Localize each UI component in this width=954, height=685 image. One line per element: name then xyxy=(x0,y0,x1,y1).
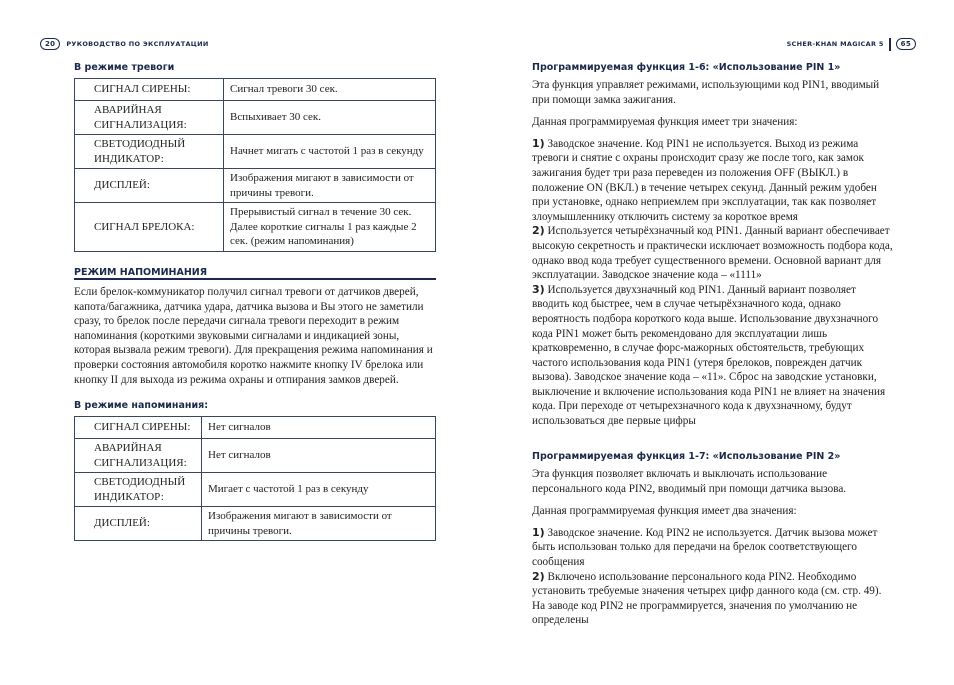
right-page-header xyxy=(787,37,916,51)
list-item xyxy=(532,570,896,628)
table-row xyxy=(75,473,436,507)
list-item xyxy=(532,283,896,429)
table-row xyxy=(75,203,436,252)
reminder-mode-table xyxy=(74,416,436,541)
list-item xyxy=(532,224,896,282)
table-value: Изображения мигают в зависимости от причины тревоги. xyxy=(202,507,436,541)
function-1-7-body xyxy=(532,467,896,628)
table-value: Прерывистый сигнал в течение 30 сек. Далее короткие сигналы 1 раз каждые 2 сек. (режим напоминания) xyxy=(224,203,436,252)
function-1-6-body xyxy=(532,78,896,429)
table-key: СИГНАЛ СИРЕНЫ: xyxy=(75,79,224,101)
item-text: Используется двухзначный код PIN1. Данный вариант позволяет вводить код быстрее, чем в случае четырёхзначного кода, однако вероятность подбора короткого кода выше. Использование двухзначного кода PIN1 может быть рекомендовано для эксплуатации лишь кратковременно, в случае форс-мажорных обстоятельств, требующих частого использования кода PIN1 (утеря брелоков, поврежден датчик вызова). Заводское значение кода – «11». Сброс на заводские установки, выключение и включение использования кода PIN1 не влияет на значения кода. При переходе от четырехзначного кода к двухзначному, будут использоваться две первые цифры xyxy=(532,283,886,428)
table-value: Нет сигналов xyxy=(202,439,436,473)
item-number: 2) xyxy=(532,224,545,238)
table-value: Вспыхивает 30 сек. xyxy=(224,101,436,135)
function-1-7-values: Данная программируемая функция имеет два значения: xyxy=(532,505,797,518)
right-page-number: 65 xyxy=(896,38,916,50)
table-row xyxy=(75,101,436,135)
table-row xyxy=(75,135,436,169)
function-1-7-intro: Эта функция позволяет включать и выключать использование персонального кода PIN2, вводимый при помощи датчика вызова. xyxy=(532,468,847,495)
table-value: Мигает с частотой 1 раз в секунду xyxy=(202,473,436,507)
table-key: СВЕТОДИОДНЫЙ ИНДИКАТОР: xyxy=(75,473,202,507)
table-row xyxy=(75,169,436,203)
reminder-text: Если брелок-коммуникатор получил сигнал тревоги от датчиков дверей, капота/багажника, датчика удара, датчика вызова и Вы этого не заметили сразу, то брелок после передачи сигнала тревоги переходит в режим напоминания (короткими звуковыми сигналами и индикацией зоны, которая вызвала режим тревоги). Для прекращения режима напоминания и проверки состояния автомобиля коротко нажмите кнопку IV брелока или кнопку II для выхода из режима охраны и отпирания замков дверей. xyxy=(74,286,433,386)
table-value: Изображения мигают в зависимости от причины тревоги. xyxy=(224,169,436,203)
item-text: Заводское значение. Код PIN1 не используется. Выход из режима тревоги и снятие с охраны происходит сразу же после того, как замок зажигания будет три раза переведен из положения OFF (ВЫКЛ.) в положение ON (ВКЛ.) в течение четырех секунд. Данный режим удобен при установке, однако неприемлем при эксплуатации, так как позволяет злоумышленнику отключить систему за короткое время xyxy=(532,137,877,223)
list-item xyxy=(532,526,896,570)
table-row xyxy=(75,417,436,439)
section-rule xyxy=(74,278,436,280)
list-item xyxy=(532,137,896,225)
table-row xyxy=(75,507,436,541)
table-key: АВАРИЙНАЯ СИГНАЛИЗАЦИЯ: xyxy=(75,101,224,135)
right-header-title: SCHER-KHAN MAGICAR 5 xyxy=(786,40,884,48)
item-number: 3) xyxy=(532,282,545,296)
reminder-description xyxy=(74,285,436,387)
left-page-number: 20 xyxy=(40,38,60,50)
function-1-6-intro: Эта функция управляет режимами, использующими код PIN1, вводимый при помощи замка зажигания. xyxy=(532,79,880,106)
item-number: 1) xyxy=(532,136,545,150)
table-key: СВЕТОДИОДНЫЙ ИНДИКАТОР: xyxy=(75,135,224,169)
table-key: СИГНАЛ БРЕЛОКА: xyxy=(75,203,224,252)
table-key: СИГНАЛ СИРЕНЫ: xyxy=(75,417,202,439)
left-page-header xyxy=(40,37,209,51)
reminder-section-heading: РЕЖИМ НАПОМИНАНИЯ xyxy=(74,267,208,278)
reminder-mode-heading: В режиме напоминания: xyxy=(74,400,208,411)
table-key: ДИСПЛЕЙ: xyxy=(75,169,224,203)
item-number: 1) xyxy=(532,525,545,539)
left-header-title: РУКОВОДСТВО ПО ЭКСПЛУАТАЦИИ xyxy=(66,40,209,48)
table-key: ДИСПЛЕЙ: xyxy=(75,507,202,541)
table-value: Сигнал тревоги 30 сек. xyxy=(224,79,436,101)
header-divider xyxy=(889,38,891,51)
table-row xyxy=(75,79,436,101)
function-1-6-heading: Программируемая функция 1-6: «Использование PIN 1» xyxy=(532,62,841,73)
table-value: Нет сигналов xyxy=(202,417,436,439)
item-text: Заводское значение. Код PIN2 не используется. Датчик вызова может быть использован только для передачи на брелок соответствующего сообщения xyxy=(532,526,878,568)
table-value: Начнет мигать с частотой 1 раз в секунду xyxy=(224,135,436,169)
item-text: Включено использование персонального кода PIN2. Необходимо установить требуемые значения четырех цифр данного кода (см. стр. 49). На заводе код PIN2 не программируется, значения по умолчанию не определены xyxy=(532,570,882,627)
function-1-7-heading: Программируемая функция 1-7: «Использование PIN 2» xyxy=(532,451,841,462)
alarm-mode-table xyxy=(74,78,436,252)
item-text: Используется четырёхзначный код PIN1. Данный вариант обеспечивает высокую секретность и практически исключает возможность подбора кода, однако ввод кода требует существенного времени. Основной вариант для эксплуатации. Заводское значение кода – «1111» xyxy=(532,225,893,282)
alarm-mode-heading: В режиме тревоги xyxy=(74,62,175,73)
item-number: 2) xyxy=(532,569,545,583)
function-1-6-values: Данная программируемая функция имеет три значения: xyxy=(532,116,798,129)
table-key: АВАРИЙНАЯ СИГНАЛИЗАЦИЯ: xyxy=(75,439,202,473)
table-row xyxy=(75,439,436,473)
